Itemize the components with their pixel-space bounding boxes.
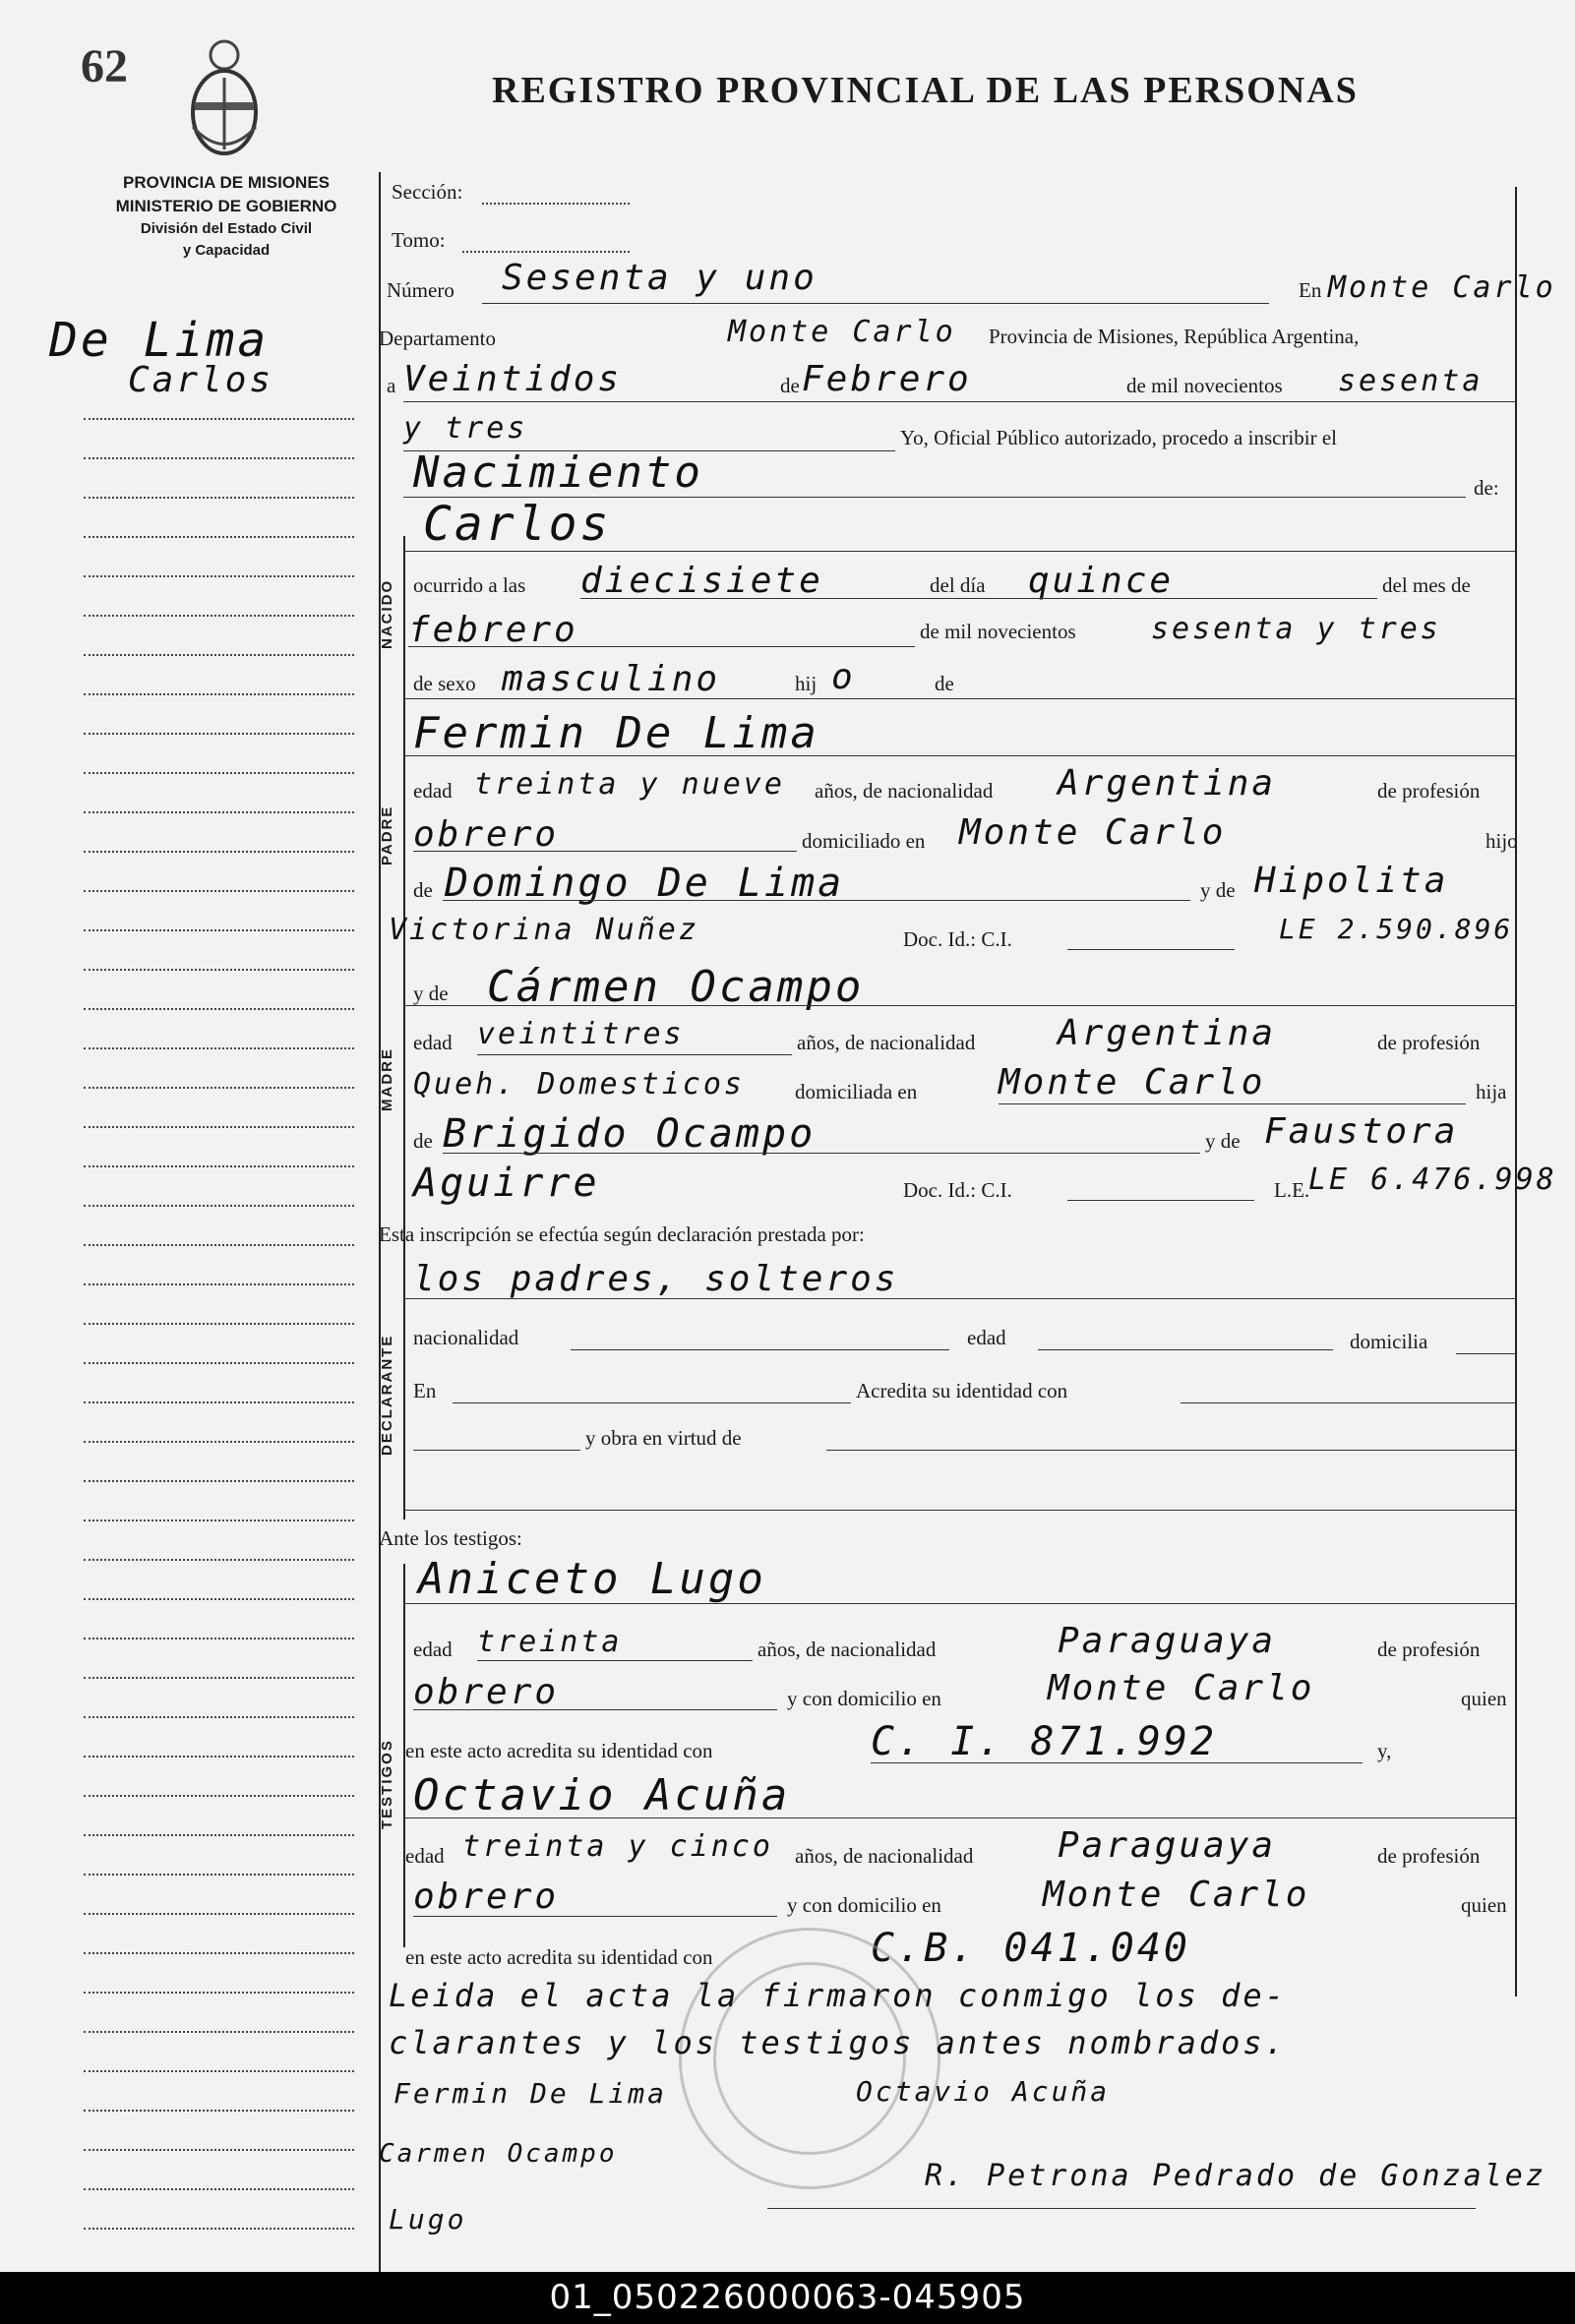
t2-quien-label: quien [1461,1893,1507,1917]
margin-ledger-line [84,1992,354,1994]
en-label: En [1299,278,1322,302]
t1-edad-label: edad [413,1638,453,1661]
nombre-line [403,551,1515,552]
de-mil-label: de mil novecientos [1126,374,1283,397]
margin-ledger-line [84,1913,354,1915]
padre-madre-cont-value: Victorina Nuñez [389,913,699,947]
t2-doc-value: C.B. 041.040 [871,1926,1190,1971]
t2-prof-label: de profesión [1377,1844,1481,1868]
declarante-edad-label: edad [967,1326,1006,1349]
t2-dom-label: y con domicilio en [787,1893,941,1917]
madre-y-de-value: Faustora [1264,1111,1459,1152]
madre-edad-line [477,1054,792,1055]
t1-quien-label: quien [1461,1687,1507,1710]
padre-dom-value: Monte Carlo [959,812,1227,853]
t1-doc-value: C. I. 871.992 [871,1719,1218,1764]
ante-testigos-text: Ante los testigos: [379,1526,522,1550]
del-dia-label: del día [930,573,986,597]
t2-dom-value: Monte Carlo [1043,1875,1310,1915]
signature-lugo: Lugo [389,2203,467,2235]
declarante-obra-pre-line [413,1450,580,1451]
padre-doc-label: Doc. Id.: C.I. [903,927,1012,951]
padre-nombre-value: Fermin De Lima [413,708,819,758]
t2-edad-label: edad [405,1844,445,1868]
madre-doc-ci-line [1067,1200,1254,1201]
t1-prof-line [413,1709,777,1710]
margin-ledger-line [84,1283,354,1285]
de-colon-label: de: [1474,476,1499,500]
padre-prof-value: obrero [413,814,560,855]
madre-doc-label: Doc. Id.: C.I. [903,1178,1012,1202]
a-label: a [387,374,396,397]
madre-hija-label: hija [1476,1080,1507,1103]
t2-nac-value: Paraguaya [1058,1825,1277,1866]
numero-value: Sesenta y uno [502,258,818,298]
coat-of-arms-emblem [185,33,264,161]
margin-ledger-line [84,1008,354,1010]
testigo2-value: Octavio Acuña [413,1770,791,1820]
madre-nombre-line [403,1005,1515,1006]
header-division: División del Estado Civil [140,220,313,237]
padre-y-de-label: y de [1200,878,1236,902]
t1-doc-line [871,1762,1363,1763]
departamento-label: Departamento [379,327,496,350]
margin-ledger-line [84,1480,354,1482]
esta-inscripcion-text: Esta inscripción se efectúa según declaración prestada por: [379,1222,865,1246]
t1-prof-label: de profesión [1377,1638,1481,1661]
declarante-acredita-line [1181,1402,1515,1403]
provincia-text: Provincia de Misiones, República Argentina, [989,325,1360,348]
margin-ledger-line [84,497,354,499]
de-label: de [780,374,800,397]
declarante-edad-line [1038,1349,1333,1350]
mes-nac-line [408,646,915,647]
header-capacity: y Capacidad [182,242,271,259]
margin-ledger-line [84,1756,354,1758]
margin-ledger-line [84,1244,354,1246]
t2-prof-line [413,1916,777,1917]
padre-de-value: Domingo De Lima [445,861,845,906]
t2-acredita-label: en este acto acredita su identidad con [405,1945,713,1969]
madre-de-line [443,1153,1200,1154]
t1-anos-label: años, de nacionalidad [757,1638,937,1661]
sexo-label: de sexo [413,672,476,695]
margin-ledger-line [84,654,354,656]
margin-ledger-line [84,1047,354,1049]
margin-ledger-line [84,1441,354,1443]
hij-de-label: de [935,672,954,695]
footer-image-code: 01_050226000063-045905 [0,2272,1575,2324]
margin-ledger-line [84,1952,354,1954]
t2-edad-value: treinta y cinco [462,1829,773,1864]
madre-edad-label: edad [413,1031,453,1054]
margin-ledger-line [84,693,354,695]
numero-line [482,303,1269,304]
sexo-value: masculino [502,659,721,699]
declarante-en-label: En [413,1379,437,1402]
madre-prof-value: Queh. Domesticos [413,1067,745,1102]
margin-ledger-line [84,2228,354,2230]
madre-dom-line [999,1103,1466,1104]
t2-anos-label: años, de nacionalidad [795,1844,974,1868]
margin-given-name: Carlos [128,360,274,400]
signature-octavio: Octavio Acuña [856,2075,1111,2108]
madre-de-label: de [413,1129,433,1153]
margin-ledger-line [84,851,354,853]
de-mil-nac-label: de mil novecientos [920,620,1076,643]
margin-ledger-line [84,2110,354,2112]
margin-ledger-line [84,1362,354,1364]
madre-le-label: L.E. [1274,1178,1310,1202]
margin-ledger-line [84,1323,354,1325]
margin-ledger-line [84,1401,354,1403]
en-value: Monte Carlo [1328,270,1556,305]
mes-value: Febrero [802,359,972,399]
seccion-label: Sección: [392,180,463,204]
declarante-dom-line [1456,1353,1515,1354]
padre-de-line [443,900,1190,901]
margin-ledger-line [84,2031,354,2033]
declarante-acredita-label: Acredita su identidad con [856,1379,1068,1402]
margin-ledger-line [84,1677,354,1679]
declarante-obra-label: y obra en virtud de [585,1426,742,1450]
ocurrido-line [580,598,1377,599]
padre-prof-line [413,851,797,852]
signature-fermin: Fermin De Lima [394,2077,668,2110]
padre-anos-label: años, de nacionalidad [815,779,994,803]
declarante-domicilia-label: domicilia [1350,1330,1428,1353]
signature-official: R. Petrona Pedrado de Gonzalez [925,2159,1546,2193]
padre-dom-label: domiciliado en [802,829,926,853]
del-mes-label: del mes de [1382,573,1471,597]
declarante-nac-label: nacionalidad [413,1326,519,1349]
madre-de-value: Brigido Ocampo [443,1111,817,1157]
header-ministry: MINISTERIO DE GOBIERNO [115,197,337,215]
registry-title: REGISTRO PROVINCIAL DE LAS PERSONAS [492,70,1359,111]
hij-label: hij [795,672,818,695]
numero-label: Número [387,278,454,302]
mes-nac-value: febrero [408,610,578,650]
section-padre: PADRE [379,804,395,865]
padre-edad-value: treinta y nueve [474,767,785,802]
dia-nac-value: quince [1028,561,1175,601]
tomo-label: Tomo: [392,228,446,252]
margin-ledger-line [84,1205,354,1207]
dia-value: Veintidos [403,359,623,399]
madre-doc-value: LE 6.476.998 [1308,1162,1557,1197]
margin-ledger-line [84,969,354,971]
declarante-line [403,1298,1515,1299]
margin-ledger-line [84,1520,354,1521]
madre-prof-label: de profesión [1377,1031,1481,1054]
hij-suffix: o [831,657,856,697]
madre-cont-value: Aguirre [413,1161,600,1206]
section-madre: MADRE [379,1047,395,1111]
margin-ledger-line [84,536,354,538]
margin-ledger-line [84,733,354,735]
declarante-nac-line [571,1349,949,1350]
madre-dom-label: domiciliada en [795,1080,918,1103]
margin-ledger-line [84,2070,354,2072]
madre-edad-value: veintitres [477,1017,685,1051]
padre-y-de-value: Hipolita [1254,861,1449,901]
seccion-line [482,203,630,205]
margin-ledger-line [84,811,354,813]
margin-ledger-line [84,1795,354,1797]
margin-ledger-line [84,1598,354,1600]
testigo1-line [403,1603,1515,1604]
t2-prof-value: obrero [413,1877,560,1917]
inner-left-border [403,536,405,1520]
t1-edad-line [477,1660,753,1661]
testigo1-value: Aniceto Lugo [418,1554,766,1604]
margin-ledger-line [84,2149,354,2151]
anio-value-a: sesenta [1338,364,1484,398]
padre-doc-ci-line [1067,949,1235,950]
official-signature-line [767,2208,1476,2209]
hora-value: diecisiete [580,561,823,601]
margin-ledger-line [84,1716,354,1718]
margin-ledger-line [84,1126,354,1128]
tomo-line [462,251,630,253]
note-line-1: Leida el acta la firmaron conmigo los de- [389,1977,1287,2014]
page-number: 62 [81,40,128,92]
margin-ledger-line [84,1638,354,1639]
declarante-value: los padres, solteros [413,1259,899,1299]
tipo-value: Nacimiento [413,447,703,498]
testigo2-line [403,1817,1515,1818]
margin-ledger-line [84,418,354,420]
note-line-2: clarantes y los testigos antes nombrados. [389,2024,1287,2061]
ocurrido-label: ocurrido a las [413,573,526,597]
padre-prof-label: de profesión [1377,779,1481,803]
frame-right-border [1515,187,1517,1996]
t1-dom-label: y con domicilio en [787,1687,941,1710]
padre-edad-label: edad [413,779,453,803]
declarante-en-line [453,1402,851,1403]
declarante-obra-line [826,1450,1515,1451]
departamento-value: Monte Carlo [728,315,956,349]
madre-y-de-label: y de [413,982,449,1005]
margin-ledger-line [84,457,354,459]
madre-dom-value: Monte Carlo [999,1062,1266,1102]
t1-acredita-label: en este acto acredita su identidad con [405,1739,713,1762]
margin-ledger-line [84,772,354,774]
yo-oficial-text: Yo, Oficial Público autorizado, procedo a inscribir el [900,426,1338,449]
anio-value-b: y tres [403,411,528,446]
padre-doc-value: LE 2.590.896 [1279,913,1514,945]
padre-nac-value: Argentina [1058,763,1277,804]
margin-ledger-line [84,1165,354,1167]
margin-ledger-line [84,890,354,892]
margin-ledger-line [84,615,354,617]
madre-nombre-value: Cármen Ocampo [487,962,865,1012]
padre-nombre-line [403,755,1515,756]
margin-ledger-line [84,929,354,931]
anio-nac-value: sesenta y tres [1151,612,1441,646]
margin-ledger-line [84,2188,354,2190]
padre-hijo-label: hijo [1485,829,1518,853]
section-nacido: NACIDO [379,578,395,649]
sexo-line [403,698,1515,699]
margin-ledger-line [84,575,354,577]
t1-edad-value: treinta [477,1625,623,1659]
fecha-line [403,401,1515,402]
t1-dom-value: Monte Carlo [1048,1668,1315,1708]
t1-nac-value: Paraguaya [1058,1621,1277,1661]
t1-prof-value: obrero [413,1672,560,1712]
t1-y-label: y, [1377,1739,1392,1762]
declarante-end-line [403,1510,1515,1511]
madre-y-de2-label: y de [1205,1129,1241,1153]
nombre-value: Carlos [423,497,612,552]
margin-ledger-line [84,1559,354,1561]
section-testigos: TESTIGOS [379,1739,395,1829]
margin-ledger-line [84,1874,354,1876]
margin-ledger-line [84,1087,354,1089]
signature-carmen: Carmen Ocampo [379,2139,618,2169]
header-province: PROVINCIA DE MISIONES [122,173,330,192]
madre-nac-value: Argentina [1058,1013,1277,1053]
margin-ledger-line [84,1834,354,1836]
madre-anos-label: años, de nacionalidad [797,1031,976,1054]
margin-surname: De Lima [49,313,270,368]
padre-de-label: de [413,878,433,902]
section-declarante: DECLARANTE [379,1334,395,1456]
